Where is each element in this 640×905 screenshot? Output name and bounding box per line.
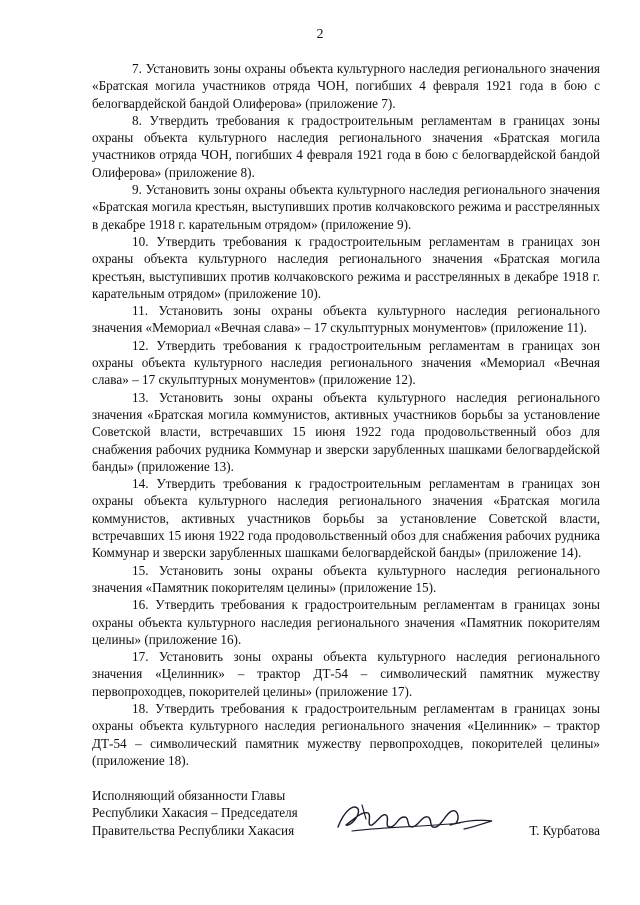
paragraph-16: 16. Утвердить требования к градостроительным регламентам в границах зоны охраны объекта культурного наследия регионального значения «Памятник покорителям целины» (приложение 16). (92, 597, 600, 647)
paragraph-15: 15. Установить зоны охраны объекта культурного наследия регионального значения «Памятник покорителям целины» (приложение 15). (92, 562, 600, 595)
paragraph-14: 14. Утвердить требования к градостроительным регламентам в границах зон охраны объекта культурного наследия регионального значения «Братская могила коммунистов, активных участников борьбы за установление Советской власти, встречавших 15 июня 1922 года продовольственный обоз для снабжения рабочих рудника Коммунар и зверски зарубленных шашками белогвардейской банды» (приложение 14). (92, 476, 600, 561)
signatory-title-line-3: Правительства Республики Хакасия (92, 822, 295, 838)
handwritten-signature (332, 797, 502, 839)
paragraph-12: 12. Утвердить требования к градостроительным регламентам в границах зон охраны объекта культурного наследия регионального значения «Мемориал «Вечная слава» – 17 скульптурных монументов» (приложение 12). (92, 337, 600, 388)
paragraph-10: 10. Утвердить требования к градостроительным регламентам в границах зон охраны объекта культурного наследия регионального значения «Братская могила крестьян, выступивших против колчаковского режима и расстрелянных в декабре 1918 г. карательным отрядом» (приложение 10). (92, 233, 600, 301)
paragraph-13: 13. Установить зоны охраны объекта культурного наследия регионального значения «Братская могила коммунистов, активных участников борьбы за установление Советской власти, встречавших 15 июня 1922 года продовольственный обоз для снабжения рабочих рудника Коммунар и зверски зарубленных шашками белогвардейской банды» (приложение 13). (92, 389, 600, 474)
signatory-title-line-1: Исполняющий обязанности Главы (92, 788, 286, 803)
paragraph-7: 7. Установить зоны охраны объекта культурного наследия регионального значения «Братская могила участников отряда ЧОН, погибших 4 февраля 1921 года в бою с белогвардейской бандой Олиферова» (приложение 7). (92, 61, 600, 111)
paragraph-11: 11. Установить зоны охраны объекта культурного наследия регионального значения «Мемориал «Вечная слава» – 17 скульптурных монументов» (приложение 11). (92, 303, 600, 336)
page-number: 2 (316, 27, 324, 42)
signatory-title (92, 787, 298, 839)
signature-block (92, 787, 600, 847)
paragraph-17: 17. Установить зоны охраны объекта культурного наследия регионального значения «Целинник» – трактор ДТ-54 – символический памятник мужеству первопроходцев, покорителей целины» (приложение 17). (92, 649, 600, 699)
paragraph-8: 8. Утвердить требования к градостроительным регламентам в границах зоны охраны объекта культурного наследия регионального значения «Братская могила участников отряда ЧОН, погибших 4 февраля 1921 года в бою с белогвардейской бандой Олиферова» (приложение 8). (92, 112, 600, 180)
signatory-title-line-2: Республики Хакасия – Председателя (92, 805, 298, 821)
paragraph-18: 18. Утвердить требования к градостроительным регламентам в границах зоны охраны объекта культурного наследия регионального значения «Целинник» – трактор ДТ-54 – символический памятник мужеству первопроходцев, покорителей целины» (приложение 18). (92, 700, 600, 768)
signatory-name: Т. Курбатова (529, 822, 600, 838)
paragraph-9: 9. Установить зоны охраны объекта культурного наследия регионального значения «Братская могила крестьян, выступивших против колчаковского режима и расстрелянных в декабре 1918 г. карательным отрядом» (приложение 9). (92, 182, 600, 232)
document-body (92, 60, 600, 769)
